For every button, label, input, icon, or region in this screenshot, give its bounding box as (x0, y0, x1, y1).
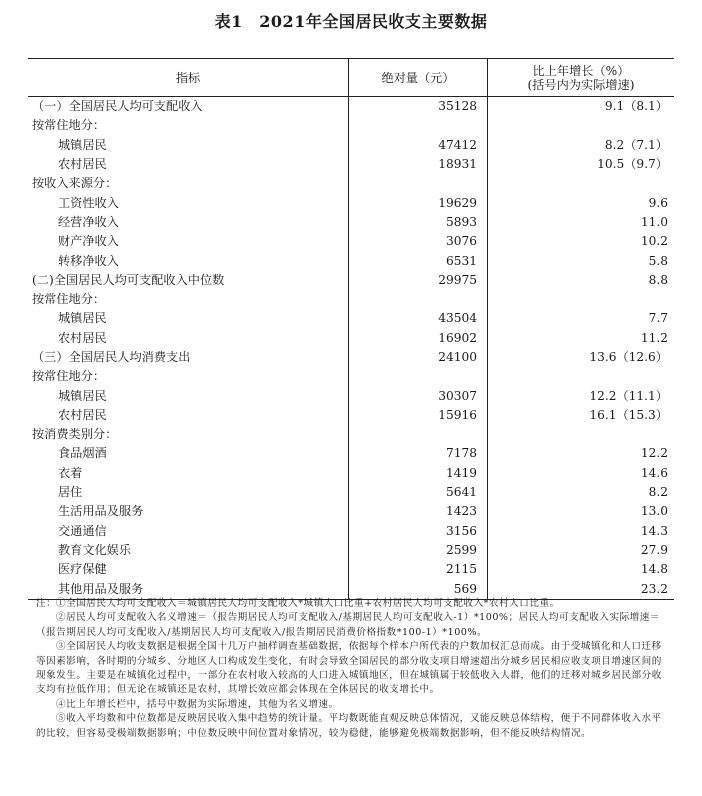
row-growth-value: 14.8 (640, 562, 668, 577)
note-item-1 (36, 597, 670, 611)
row-absolute-value (349, 116, 488, 135)
row-absolute-value: 16902 (349, 329, 488, 348)
table-row (28, 193, 674, 212)
table-row (28, 309, 674, 328)
table-row (28, 522, 674, 541)
note-text-4: ④比上年增长栏中，括号中数据为实际增速，其他为名义增速。 (56, 698, 339, 710)
row-label: 食品烟酒 (28, 444, 349, 463)
row-absolute-value: 19629 (349, 193, 488, 212)
row-growth-value (488, 174, 675, 193)
row-absolute-value: 24100 (349, 348, 488, 367)
row-absolute-value: 3156 (349, 522, 488, 541)
note-text-3: ③全国居民人均收支数据是根据全国十几万户抽样调查基础数据，依据每个样本户所代表的户数加权汇总而成。由于受城镇化和人口迁移等因素影响，各时期的分城乡、分地区人口构成发生变化，有时会导致全国居民的部分收支项目增速超出分城乡居民相应收支项目增速区间的现象发生。主要是在城镇化过程中，一部分在农村收入较高的人口进入城镇地区，但在城镇属于较低收入人群，他们的迁移对城乡居民部分收支均有拉低作用；但无论在城镇还是农村，其增长效应都会体现在全体居民的收支增长中。 (36, 641, 662, 696)
table-row (28, 386, 674, 405)
row-label: 衣着 (28, 464, 349, 483)
row-growth-value (488, 290, 675, 309)
row-absolute-value: 569 (349, 579, 488, 599)
note-text-1: ①全国居民人均可支配收入＝城镇居民人均可支配收入*城镇人口比重+农村居民人均可支配收入*农村人口比重。 (56, 598, 560, 609)
row-label: 交通通信 (28, 522, 349, 541)
notes-label: 注： (36, 598, 57, 609)
row-label: 生活用品及服务 (28, 502, 349, 521)
table-row (28, 232, 674, 251)
row-absolute-value: 5893 (349, 213, 488, 232)
row-absolute-value: 30307 (349, 386, 488, 405)
row-growth-value: 10.2 (640, 234, 668, 249)
row-label: (二)全国居民人均可支配收入中位数 (28, 271, 349, 290)
table-row (28, 329, 674, 348)
row-label: 教育文化娱乐 (28, 541, 349, 560)
header-growth-line2: (括号内为实际增速) (527, 77, 635, 92)
row-label: 工资性收入 (28, 193, 349, 212)
row-label: 按常住地分： (28, 116, 349, 135)
table-row (28, 290, 674, 309)
row-growth-value: 12.2（11.1） (589, 388, 668, 403)
row-growth-value: 10.5（9.7） (597, 157, 668, 172)
table-row (28, 213, 674, 232)
row-growth-value: 27.9 (640, 542, 668, 557)
row-absolute-value: 7178 (349, 444, 488, 463)
row-label: 按消费类别分： (28, 425, 349, 444)
note-item-4 (36, 698, 670, 712)
row-growth-value: 7.7 (648, 311, 668, 326)
note-item-2 (36, 611, 670, 640)
row-growth-value: 5.8 (648, 253, 668, 268)
row-label: 转移净收入 (28, 251, 349, 270)
row-growth-value: 8.8 (648, 272, 668, 287)
table-row (28, 174, 674, 193)
row-label: 经营净收入 (28, 213, 349, 232)
row-absolute-value: 1423 (349, 502, 488, 521)
row-growth-value: 14.6 (640, 465, 668, 480)
row-label: 城镇居民 (28, 386, 349, 405)
row-label: 城镇居民 (28, 136, 349, 155)
header-growth (488, 59, 675, 97)
table-title: 表1 2021年全国居民收支主要数据 (214, 12, 488, 31)
table-row (28, 541, 674, 560)
header-indicator: 指标 (28, 59, 349, 97)
row-growth-value: 23.2 (640, 581, 668, 596)
row-growth-value: 12.2 (640, 446, 668, 461)
table-row (28, 348, 674, 367)
note-item-3 (36, 640, 670, 698)
row-absolute-value: 15916 (349, 406, 488, 425)
table-header-row (28, 59, 674, 97)
table-body (28, 97, 674, 600)
table-row (28, 136, 674, 155)
table-row (28, 116, 674, 135)
row-growth-value (488, 367, 675, 386)
table-row (28, 560, 674, 579)
row-label: 财产净收入 (28, 232, 349, 251)
table-row (28, 464, 674, 483)
table-row (28, 271, 674, 290)
row-absolute-value (349, 174, 488, 193)
row-absolute-value: 35128 (349, 97, 488, 117)
row-label: 按收入来源分： (28, 174, 349, 193)
table-row (28, 251, 674, 270)
table-notes (36, 597, 670, 741)
row-absolute-value (349, 425, 488, 444)
row-label: 按常住地分： (28, 290, 349, 309)
header-absolute: 绝对量（元） (349, 59, 488, 97)
row-absolute-value: 18931 (349, 155, 488, 174)
table-row (28, 155, 674, 174)
row-growth-value: 14.3 (640, 523, 668, 538)
row-absolute-value: 2599 (349, 541, 488, 560)
row-label: 医疗保健 (28, 560, 349, 579)
row-growth-value: 13.0 (640, 504, 668, 519)
row-growth-value: 9.1（8.1） (604, 99, 668, 114)
row-growth-value: 8.2（7.1） (604, 137, 668, 152)
row-growth-value: 13.6（12.6） (589, 350, 668, 364)
table-row (28, 502, 674, 521)
table-row (28, 483, 674, 502)
row-growth-value: 8.2 (648, 485, 668, 500)
row-absolute-value: 29975 (349, 271, 488, 290)
row-label: 农村居民 (28, 155, 349, 174)
row-label: 其他用品及服务 (28, 579, 349, 599)
row-absolute-value: 43504 (349, 309, 488, 328)
note-item-5 (36, 712, 670, 741)
row-label: 按常住地分： (28, 367, 349, 386)
row-absolute-value: 2115 (349, 560, 488, 579)
table-row (28, 425, 674, 444)
table-row (28, 97, 674, 117)
row-absolute-value: 47412 (349, 136, 488, 155)
row-growth-value (488, 425, 675, 444)
row-growth-value: 16.1（15.3） (589, 407, 668, 422)
table-row (28, 444, 674, 463)
header-growth-line1: 比上年增长（%） (532, 63, 630, 78)
row-label: 农村居民 (28, 329, 349, 348)
note-text-5: ⑤收入平均数和中位数都是反映居民收入集中趋势的统计量。平均数既能直观反映总体情况，又能反映总体结构，便于不同群体收入水平的比较，但容易受极端数据影响；中位数反映中间位置对象情况，较为稳健，能够避免极端数据影响，但不能反映结构情况。 (36, 713, 662, 739)
row-growth-value: 9.6 (648, 195, 668, 210)
row-growth-value: 11.0 (640, 214, 668, 229)
row-label: （一）全国居民人均可支配收入 (28, 97, 349, 117)
row-label: 农村居民 (28, 406, 349, 425)
row-absolute-value: 5641 (349, 483, 488, 502)
row-growth-value (488, 116, 675, 135)
row-label: 居住 (28, 483, 349, 502)
row-absolute-value: 1419 (349, 464, 488, 483)
income-expenditure-table (28, 58, 674, 600)
table-row (28, 406, 674, 425)
table-row (28, 367, 674, 386)
row-label: （三）全国居民人均消费支出 (28, 348, 349, 367)
row-absolute-value (349, 290, 488, 309)
row-absolute-value: 3076 (349, 232, 488, 251)
row-label: 城镇居民 (28, 309, 349, 328)
row-absolute-value (349, 367, 488, 386)
row-growth-value: 11.2 (640, 330, 668, 345)
row-absolute-value: 6531 (349, 251, 488, 270)
note-text-2: ②居民人均可支配收入名义增速＝（报告期居民人均可支配收入/基期居民人均可支配收入-1）*100%；居民人均可支配收入实际增速＝（报告期居民人均可支配收入/基期居民人均可支配收入/报告期居民消费价格指数*100-1）*100%。 (36, 612, 660, 638)
